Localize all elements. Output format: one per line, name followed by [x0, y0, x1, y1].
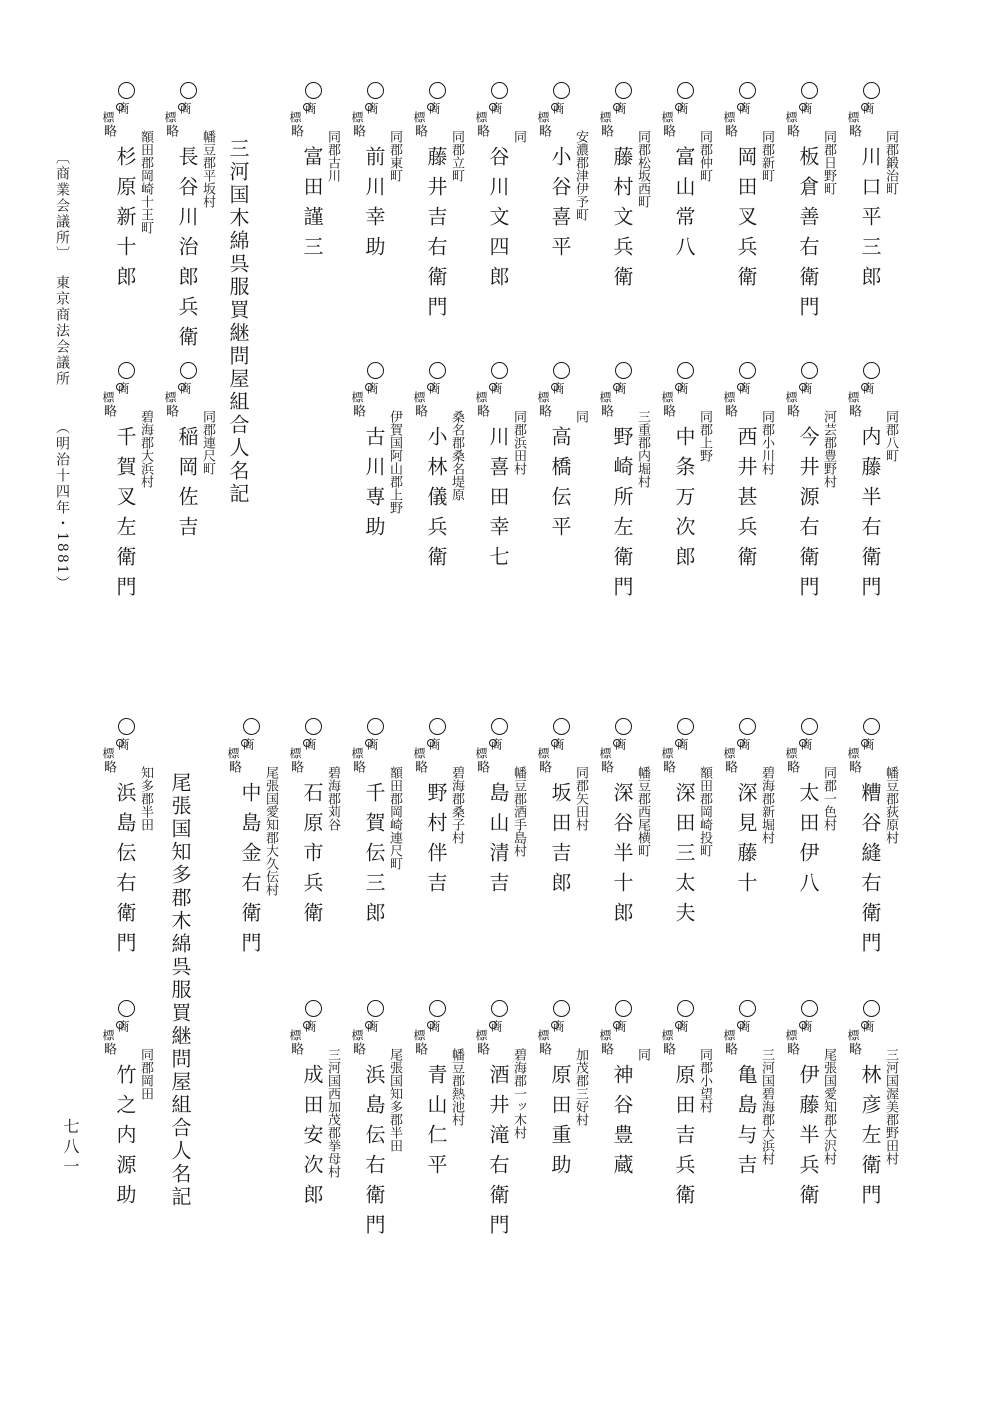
entry-circle [491, 718, 508, 735]
entry-circle [615, 718, 632, 735]
mark-char-hyo: 標 [536, 111, 550, 123]
mark-char-hyo: 標 [474, 111, 488, 123]
entry-name: 亀島与吉 [734, 1064, 758, 1184]
entry-name: 竹之内源助 [113, 1064, 137, 1214]
entry-name: 酒井滝右衛門 [486, 1064, 510, 1244]
mark-char-hyo: 標 [660, 747, 674, 759]
entry-circle [615, 82, 632, 99]
entry-circle [118, 718, 135, 735]
entry-location: 同郡矢田村 [573, 766, 588, 831]
entry-location: 加茂郡三好村 [573, 1048, 588, 1126]
entry-name: 青山仁平 [424, 1064, 448, 1184]
entry-circle [305, 718, 322, 735]
entry-circle [180, 362, 197, 379]
entry-location: 額田郡岡崎連尺町 [387, 766, 402, 870]
entry-location: 額田郡岡崎十王町 [138, 130, 153, 234]
entry-circle [677, 82, 694, 99]
mark-char-sho: 商 [737, 382, 751, 394]
entry-name: 長谷川治郎兵衛 [175, 146, 199, 356]
mark-char-ryaku: 略 [101, 404, 116, 417]
entry-circle [553, 82, 570, 99]
mark-char-sho: 商 [303, 1020, 317, 1032]
mark-char-ryaku: 略 [288, 1042, 303, 1055]
entry-name: 原田吉兵衛 [672, 1064, 696, 1214]
mark-char-sho: 商 [116, 1020, 130, 1032]
entry-name: 富田謹三 [300, 146, 324, 266]
entry-name: 杉原新十郎 [113, 146, 137, 296]
entry-circle [801, 82, 818, 99]
mark-char-sho: 商 [427, 738, 441, 750]
entry-location: 幡豆郡西尾横町 [635, 766, 650, 857]
entry-location: 同郡鍛治町 [883, 130, 898, 195]
entry-location: 同郡連尺町 [200, 410, 215, 475]
entry-name: 野村伴吉 [424, 782, 448, 902]
mark-char-ryaku: 略 [660, 404, 675, 417]
mark-char-sho: 商 [675, 382, 689, 394]
mark-char-hyo: 標 [226, 747, 240, 759]
entry-circle [367, 718, 384, 735]
mark-char-ryaku: 略 [660, 760, 675, 773]
mark-char-hyo: 標 [412, 1029, 426, 1041]
entry-location: 碧海郡桑子村 [449, 766, 464, 844]
mark-char-hyo: 標 [101, 391, 115, 403]
mark-char-hyo: 標 [163, 391, 177, 403]
entry-circle [677, 718, 694, 735]
mark-char-ryaku: 略 [412, 760, 427, 773]
entry-circle [739, 362, 756, 379]
mark-char-ryaku: 略 [846, 1042, 861, 1055]
mark-char-ryaku: 略 [163, 404, 178, 417]
mark-char-sho: 商 [861, 382, 875, 394]
entry-circle [863, 718, 880, 735]
mark-char-sho: 商 [861, 738, 875, 750]
entry-name: 谷川文四郎 [486, 146, 510, 296]
mark-char-sho: 商 [489, 382, 503, 394]
mark-char-sho: 商 [116, 382, 130, 394]
entry-location: 同郡古川 [325, 130, 340, 182]
mark-char-hyo: 標 [598, 747, 612, 759]
footer-publisher: 東京商法会議所 [54, 275, 70, 387]
mark-char-sho: 商 [489, 738, 503, 750]
entry-location: 同郡日野町 [821, 130, 836, 195]
entry-location: 碧海郡苅谷 [325, 766, 340, 831]
entry-circle [180, 82, 197, 99]
mark-char-ryaku: 略 [350, 404, 365, 417]
mark-char-sho: 商 [861, 1020, 875, 1032]
mark-char-ryaku: 略 [288, 760, 303, 773]
entry-circle [243, 718, 260, 735]
mark-char-ryaku: 略 [474, 760, 489, 773]
entry-name: 前川幸助 [362, 146, 386, 266]
entry-circle [863, 82, 880, 99]
entry-location: 三河国渥美郡野田村 [883, 1048, 898, 1165]
entry-name: 藤井吉右衛門 [424, 146, 448, 326]
mark-char-ryaku: 略 [536, 760, 551, 773]
mark-char-hyo: 標 [474, 747, 488, 759]
mark-char-hyo: 標 [412, 391, 426, 403]
entry-name: 稲岡佐吉 [175, 426, 199, 546]
entry-location: 同郡東町 [387, 130, 402, 182]
entry-location: 同郡小望村 [697, 1048, 712, 1113]
entry-location: 幡豆郡酒手島村 [511, 766, 526, 857]
mark-char-hyo: 標 [722, 1029, 736, 1041]
mark-char-ryaku: 略 [412, 404, 427, 417]
mark-char-ryaku: 略 [722, 760, 737, 773]
mark-char-sho: 商 [178, 102, 192, 114]
mark-char-sho: 商 [613, 382, 627, 394]
mark-char-sho: 商 [489, 102, 503, 114]
entry-name: 成田安次郎 [300, 1064, 324, 1214]
mark-char-sho: 商 [303, 102, 317, 114]
entry-name: 千賀伝三郎 [362, 782, 386, 932]
mark-char-hyo: 標 [101, 1029, 115, 1041]
entry-circle [553, 362, 570, 379]
mark-char-ryaku: 略 [722, 1042, 737, 1055]
mark-char-hyo: 標 [163, 111, 177, 123]
entry-location: 尾張国愛知郡大沢村 [821, 1048, 836, 1165]
entry-location: 三河国碧海郡大浜村 [759, 1048, 774, 1165]
entry-circle [491, 1000, 508, 1017]
mark-char-sho: 商 [613, 1020, 627, 1032]
entry-location: 尾張国愛知郡大久伝村 [263, 766, 278, 896]
entry-name: 深田三太夫 [672, 782, 696, 932]
mark-char-hyo: 標 [350, 391, 364, 403]
entry-location: 幡豆郡熱池村 [449, 1048, 464, 1126]
mark-char-sho: 商 [799, 102, 813, 114]
entry-name: 石原市兵衛 [300, 782, 324, 932]
mark-char-hyo: 標 [660, 1029, 674, 1041]
entry-circle [615, 1000, 632, 1017]
mark-char-sho: 商 [613, 738, 627, 750]
mark-char-sho: 商 [737, 102, 751, 114]
mark-char-sho: 商 [551, 102, 565, 114]
entry-location: 伊賀国阿山郡上野 [387, 410, 402, 514]
mark-char-sho: 商 [799, 738, 813, 750]
mark-char-hyo: 標 [660, 391, 674, 403]
entry-name: 小林儀兵衛 [424, 426, 448, 576]
mark-char-ryaku: 略 [598, 760, 613, 773]
entry-name: 野崎所左衛門 [610, 426, 634, 606]
mark-char-hyo: 標 [412, 747, 426, 759]
entry-circle [429, 718, 446, 735]
entry-location: 幡豆郡荻原村 [883, 766, 898, 844]
mark-char-ryaku: 略 [536, 124, 551, 137]
mark-char-sho: 商 [427, 102, 441, 114]
mark-char-hyo: 標 [784, 1029, 798, 1041]
entry-location: 碧海郡大浜村 [138, 410, 153, 488]
mark-char-ryaku: 略 [536, 404, 551, 417]
entry-circle [305, 82, 322, 99]
mark-char-ryaku: 略 [846, 124, 861, 137]
entry-location: 河芸郡豊野村 [821, 410, 836, 488]
entry-location: 同郡立町 [449, 130, 464, 182]
entry-circle [367, 362, 384, 379]
section-heading-owari: 尾張国知多郡木綿呉服買継問屋組合人名記 [168, 772, 192, 1209]
mark-char-ryaku: 略 [350, 760, 365, 773]
entry-circle [491, 82, 508, 99]
mark-char-ryaku: 略 [784, 404, 799, 417]
mark-char-hyo: 標 [598, 391, 612, 403]
mark-char-hyo: 標 [598, 1029, 612, 1041]
entry-circle [367, 1000, 384, 1017]
entry-circle [305, 1000, 322, 1017]
mark-char-sho: 商 [675, 1020, 689, 1032]
entry-name: 藤村文兵衛 [610, 146, 634, 296]
mark-char-ryaku: 略 [660, 124, 675, 137]
entry-name: 内藤半右衛門 [858, 426, 882, 606]
mark-char-ryaku: 略 [163, 124, 178, 137]
mark-char-hyo: 標 [288, 111, 302, 123]
mark-char-sho: 商 [365, 738, 379, 750]
mark-char-sho: 商 [241, 738, 255, 750]
mark-char-ryaku: 略 [722, 124, 737, 137]
mark-char-hyo: 標 [288, 747, 302, 759]
mark-char-hyo: 標 [846, 1029, 860, 1041]
mark-char-ryaku: 略 [474, 404, 489, 417]
entry-circle [677, 1000, 694, 1017]
mark-char-sho: 商 [551, 1020, 565, 1032]
mark-char-ryaku: 略 [598, 124, 613, 137]
entry-name: 今井源右衛門 [796, 426, 820, 606]
entry-location: 安濃郡津伊予町 [573, 130, 588, 221]
mark-char-hyo: 標 [101, 747, 115, 759]
mark-char-sho: 商 [799, 1020, 813, 1032]
mark-char-sho: 商 [675, 738, 689, 750]
entry-location: 同郡仲町 [697, 130, 712, 182]
entry-location: 同 [573, 410, 588, 423]
mark-char-sho: 商 [551, 382, 565, 394]
mark-char-sho: 商 [737, 738, 751, 750]
mark-char-hyo: 標 [474, 391, 488, 403]
page-number: 七八一 [61, 1118, 80, 1178]
entry-name: 富山常八 [672, 146, 696, 266]
entry-name: 高橋伝平 [548, 426, 572, 546]
mark-char-ryaku: 略 [350, 1042, 365, 1055]
mark-char-hyo: 標 [412, 111, 426, 123]
mark-char-hyo: 標 [846, 747, 860, 759]
entry-circle [863, 1000, 880, 1017]
entry-location: 尾張国知多郡半田 [387, 1048, 402, 1152]
mark-char-ryaku: 略 [598, 404, 613, 417]
mark-char-hyo: 標 [784, 747, 798, 759]
entry-circle [739, 82, 756, 99]
entry-name: 原田重助 [548, 1064, 572, 1184]
mark-char-sho: 商 [427, 382, 441, 394]
mark-char-sho: 商 [675, 102, 689, 114]
mark-char-ryaku: 略 [536, 1042, 551, 1055]
mark-char-ryaku: 略 [474, 124, 489, 137]
mark-char-hyo: 標 [536, 747, 550, 759]
entry-circle [429, 1000, 446, 1017]
mark-char-hyo: 標 [722, 391, 736, 403]
mark-char-hyo: 標 [474, 1029, 488, 1041]
mark-char-hyo: 標 [350, 747, 364, 759]
entry-location: 同郡松坂西町 [635, 130, 650, 208]
mark-char-hyo: 標 [350, 111, 364, 123]
entry-circle [739, 1000, 756, 1017]
entry-name: 深谷半十郎 [610, 782, 634, 932]
mark-char-sho: 商 [551, 738, 565, 750]
mark-char-sho: 商 [861, 102, 875, 114]
mark-char-ryaku: 略 [784, 1042, 799, 1055]
entry-location: 同郡一色村 [821, 766, 836, 831]
entry-name: 太田伊八 [796, 782, 820, 902]
entry-circle [491, 362, 508, 379]
entry-circle [553, 718, 570, 735]
mark-char-sho: 商 [427, 1020, 441, 1032]
entry-circle [429, 362, 446, 379]
entry-name: 伊藤半兵衛 [796, 1064, 820, 1214]
entry-circle [863, 362, 880, 379]
entry-circle [801, 718, 818, 735]
entry-name: 千賀叉左衛門 [113, 426, 137, 606]
mark-char-hyo: 標 [101, 111, 115, 123]
entry-circle [739, 718, 756, 735]
entry-circle [118, 82, 135, 99]
entry-name: 川喜田幸七 [486, 426, 510, 576]
entry-location: 桑名郡桑名堤原 [449, 410, 464, 501]
entry-location: 知多郡半田 [138, 766, 153, 831]
entry-name: 板倉善右衛門 [796, 146, 820, 326]
mark-char-sho: 商 [799, 382, 813, 394]
entry-name: 島山清吉 [486, 782, 510, 902]
mark-char-hyo: 標 [288, 1029, 302, 1041]
mark-char-hyo: 標 [350, 1029, 364, 1041]
entry-circle [801, 1000, 818, 1017]
mark-char-sho: 商 [613, 102, 627, 114]
footer-date: （明治十四年・1881） [54, 420, 70, 592]
entry-location: 同 [511, 130, 526, 143]
entry-location: 同郡小川村 [759, 410, 774, 475]
entry-location: 幡豆郡平坂村 [200, 130, 215, 208]
mark-char-sho: 商 [365, 102, 379, 114]
entry-name: 坂田吉郎 [548, 782, 572, 902]
mark-char-ryaku: 略 [846, 760, 861, 773]
entry-location: 額田郡岡崎投町 [697, 766, 712, 857]
entry-name: 川口平三郎 [858, 146, 882, 296]
mark-char-ryaku: 略 [412, 124, 427, 137]
entry-name: 深見藤十 [734, 782, 758, 902]
entry-location: 碧海郡新堀村 [759, 766, 774, 844]
entry-name: 林彦左衛門 [858, 1064, 882, 1214]
entry-circle [615, 362, 632, 379]
entry-location: 同郡八町 [883, 410, 898, 462]
mark-char-sho: 商 [489, 1020, 503, 1032]
mark-char-hyo: 標 [784, 391, 798, 403]
mark-char-ryaku: 略 [784, 124, 799, 137]
entry-name: 古川専助 [362, 426, 386, 546]
mark-char-ryaku: 略 [288, 124, 303, 137]
entry-name: 西井甚兵衛 [734, 426, 758, 576]
mark-char-hyo: 標 [660, 111, 674, 123]
footer-source: 〔商業会議所〕 [54, 150, 70, 262]
entry-circle [118, 1000, 135, 1017]
entry-location: 三重郡内堀村 [635, 410, 650, 488]
entry-name: 神谷豊蔵 [610, 1064, 634, 1184]
entry-name: 浜島伝右衛門 [362, 1064, 386, 1244]
entry-circle [118, 362, 135, 379]
mark-char-sho: 商 [365, 382, 379, 394]
entry-name: 中条万次郎 [672, 426, 696, 576]
mark-char-ryaku: 略 [474, 1042, 489, 1055]
mark-char-ryaku: 略 [101, 1042, 116, 1055]
entry-location: 三河国西加茂郡挙母村 [325, 1048, 340, 1178]
mark-char-hyo: 標 [722, 747, 736, 759]
mark-char-sho: 商 [365, 1020, 379, 1032]
entry-name: 小谷喜平 [548, 146, 572, 266]
entry-location: 碧海郡一ッ木村 [511, 1048, 526, 1139]
mark-char-hyo: 標 [846, 391, 860, 403]
mark-char-ryaku: 略 [598, 1042, 613, 1055]
entry-name: 糟谷縫右衛門 [858, 782, 882, 962]
entry-circle [553, 1000, 570, 1017]
mark-char-hyo: 標 [536, 391, 550, 403]
mark-char-sho: 商 [737, 1020, 751, 1032]
mark-char-ryaku: 略 [784, 760, 799, 773]
mark-char-ryaku: 略 [101, 124, 116, 137]
entry-location: 同郡岡田 [138, 1048, 153, 1100]
mark-char-ryaku: 略 [226, 760, 241, 773]
entry-circle [801, 362, 818, 379]
mark-char-ryaku: 略 [722, 404, 737, 417]
entry-location: 同 [635, 1048, 650, 1061]
mark-char-hyo: 標 [536, 1029, 550, 1041]
entry-name: 中島金右衛門 [238, 782, 262, 962]
mark-char-sho: 商 [303, 738, 317, 750]
section-heading-mikawa: 三河国木綿呉服買継問屋組合人名記 [226, 138, 250, 506]
entry-name: 岡田叉兵衛 [734, 146, 758, 296]
mark-char-hyo: 標 [722, 111, 736, 123]
mark-char-ryaku: 略 [101, 760, 116, 773]
entry-location: 同郡上野 [697, 410, 712, 462]
mark-char-ryaku: 略 [846, 404, 861, 417]
entry-circle [429, 82, 446, 99]
mark-char-ryaku: 略 [660, 1042, 675, 1055]
entry-circle [677, 362, 694, 379]
entry-name: 浜島伝右衛門 [113, 782, 137, 962]
mark-char-ryaku: 略 [412, 1042, 427, 1055]
mark-char-hyo: 標 [784, 111, 798, 123]
entry-location: 同郡新町 [759, 130, 774, 182]
mark-char-sho: 商 [178, 382, 192, 394]
mark-char-hyo: 標 [846, 111, 860, 123]
entry-circle [367, 82, 384, 99]
mark-char-sho: 商 [116, 102, 130, 114]
entry-location: 同郡浜田村 [511, 410, 526, 475]
mark-char-ryaku: 略 [350, 124, 365, 137]
mark-char-hyo: 標 [598, 111, 612, 123]
mark-char-sho: 商 [116, 738, 130, 750]
